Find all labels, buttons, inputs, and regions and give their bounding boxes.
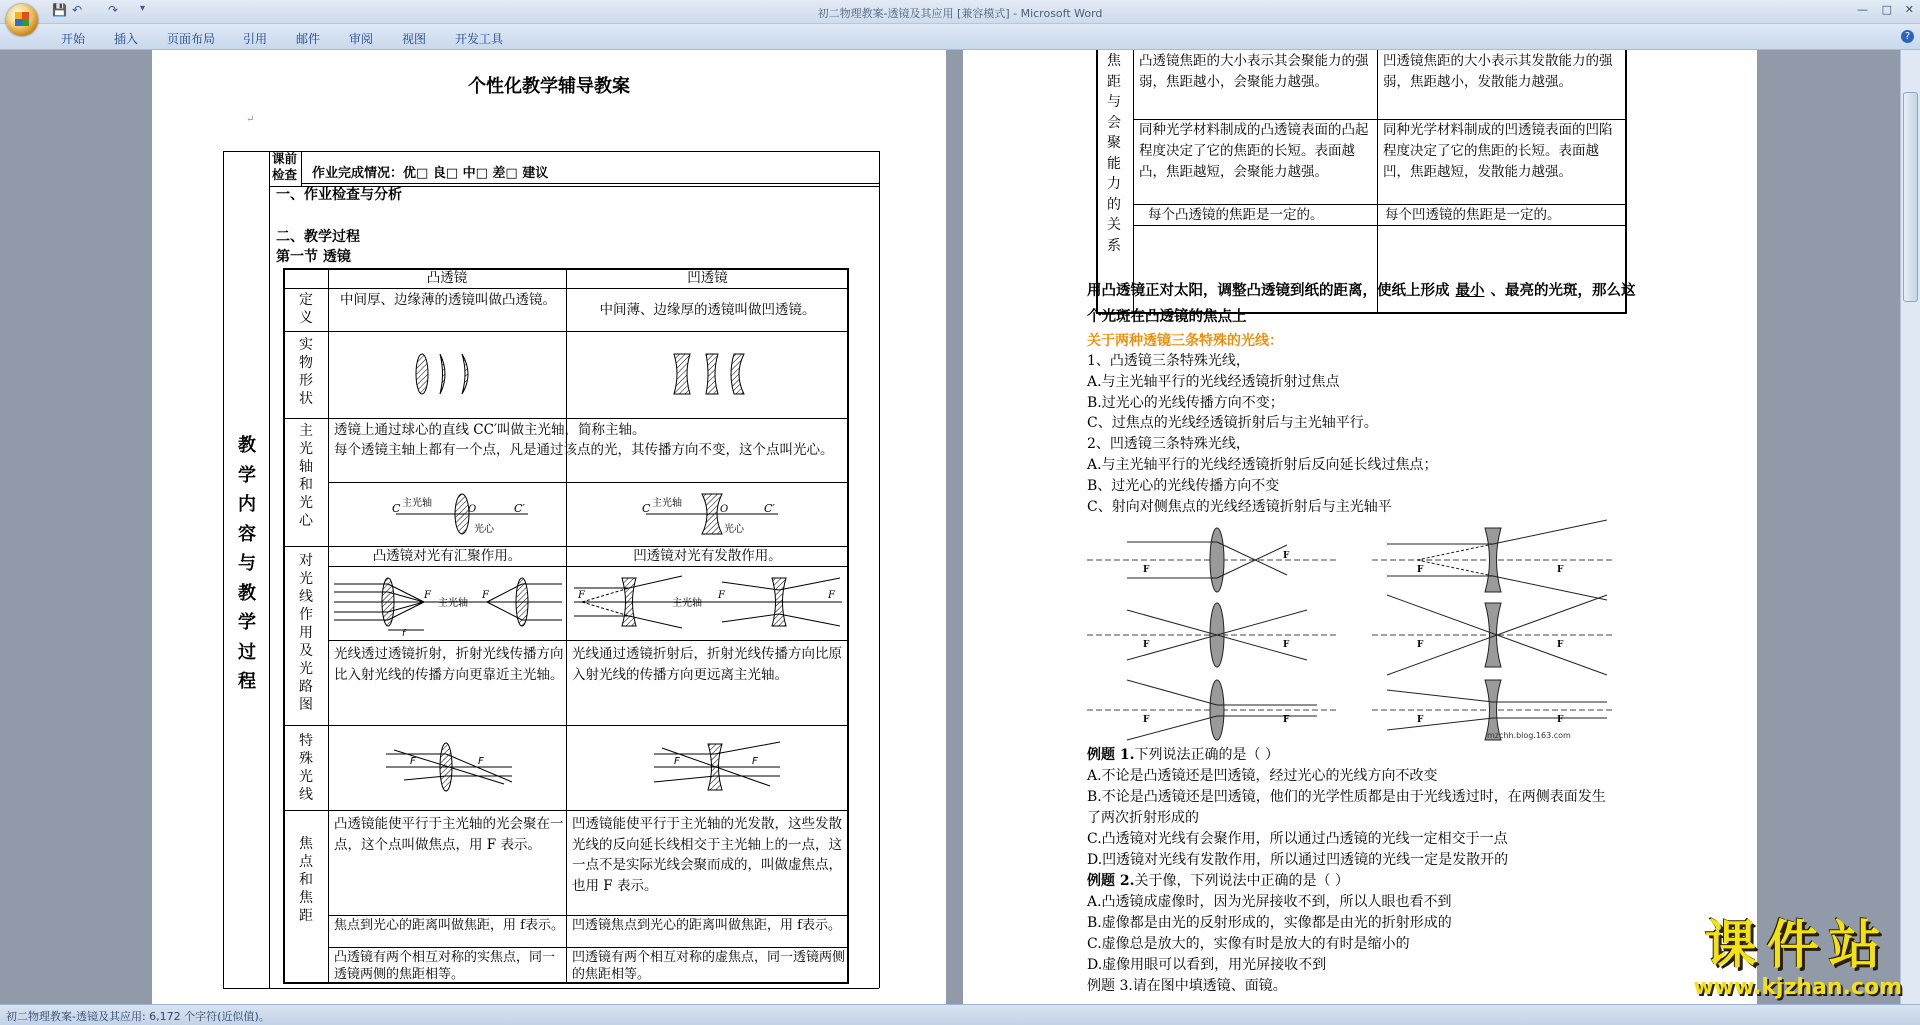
special-rays-list xyxy=(1087,351,1438,517)
sun-experiment-line-2: 个光斑在凸透镜的焦点上 xyxy=(1087,308,1247,325)
homework-status: 作业完成情况：优□ 良□ 中□ 差□ 建议 xyxy=(312,166,549,181)
check-label: 课前检查 xyxy=(272,151,298,182)
lens-row-line xyxy=(283,288,849,289)
axis-text-2: 每个透镜主轴上都有一个点，凡是通过该点的光，其传播方向不变，这个点叫光心。 xyxy=(334,442,834,458)
header-concave: 凹透镜 xyxy=(687,270,728,286)
special-ray-line: B.过光心的光线传播方向不变； xyxy=(1087,394,1284,411)
lens-row-line xyxy=(328,482,849,483)
watermark-url: www.kjzhan.com xyxy=(1693,975,1902,1000)
status-bar xyxy=(0,1004,1920,1025)
watermark-logo xyxy=(1693,917,1902,1000)
svg-text:O: O xyxy=(468,504,477,515)
relation-label-column xyxy=(1133,50,1134,314)
title-bar xyxy=(0,0,1920,24)
lens-row-line xyxy=(328,915,849,916)
maximize-button[interactable]: □ xyxy=(1881,3,1892,16)
concave-special-rays xyxy=(652,740,782,794)
example-1-option-b-cont: 了两次折射形成的 xyxy=(1087,810,1199,826)
special-ray-line: 2、凹透镜三条特殊光线， xyxy=(1087,436,1250,453)
svg-text:f: f xyxy=(402,629,406,639)
page-1[interactable] xyxy=(152,50,946,1004)
relation-2-convex: 同种光学材料制成的凸透镜表面的凸起程度决定了它的焦距的长短。表面越凸，焦距越短，会聚能力越强。 xyxy=(1139,122,1369,180)
svg-text:F: F xyxy=(752,756,758,767)
lens-row-line xyxy=(328,640,849,641)
section-lens: 第一节 透镜 xyxy=(276,249,351,265)
concave-axis-main-label: 主光轴 xyxy=(652,498,682,509)
lens-table-middle-column xyxy=(566,268,567,984)
focus-label-f: F xyxy=(1417,565,1424,575)
document-area[interactable] xyxy=(0,50,1900,1004)
svg-text:F: F xyxy=(478,756,484,767)
focus-concave: 凹透镜能使平行于主光轴的光发散，这些发散光线的反向延长线相交于主光轴上的一点，这一点不是实际光线会聚而成的，叫做虚焦点，也用 F 表示。 xyxy=(572,816,842,894)
tab-review[interactable]: 审阅 xyxy=(349,32,374,46)
concave-axis-figure xyxy=(642,490,782,540)
concave-ray-axis-label: 主光轴 xyxy=(672,598,702,609)
header-convex: 凸透镜 xyxy=(426,270,468,286)
concave-axis-center-label: 光心 xyxy=(724,524,744,535)
svg-text:F: F xyxy=(718,590,725,601)
focus-convex: 凸透镜能使平行于主光轴的光会聚在一点，这个点叫做焦点，用 F 表示。 xyxy=(334,816,564,853)
two-foci-concave: 凹透镜有两个相互对称的虚焦点，同一透镜两侧的焦距相等。 xyxy=(572,950,846,982)
example-1-option-c: C.凸透镜对光线有会聚作用，所以通过凸透镜的光线一定相交于一点 xyxy=(1087,831,1508,847)
example-1-option-b: B.不论是凸透镜还是凹透镜，他们的光学性质都是由于光线透过时，在两侧表面发生 xyxy=(1087,789,1606,805)
focus-label-f: F xyxy=(1283,640,1290,650)
action-concave: 凹透镜对光有发散作用。 xyxy=(633,548,782,564)
focus-label-f: F xyxy=(1557,715,1564,725)
save-icon[interactable]: 💾 xyxy=(52,3,67,17)
ribbon-tabs xyxy=(0,24,1920,50)
section-teaching-process: 二、教学过程 xyxy=(276,229,360,245)
sun-experiment-line-1: 用凸透镜正对太阳，调整凸透镜到纸的距离，使纸上形成 最小 、最亮的光斑，那么这 xyxy=(1087,282,1636,299)
tab-home[interactable]: 开始 xyxy=(61,32,86,46)
special-ray-line: B、过光心的光线传播方向不变 xyxy=(1087,477,1280,494)
relation-row-line xyxy=(1133,225,1627,226)
example-3: 例题 3.请在图中填透镜、面镜。 xyxy=(1087,978,1287,994)
tab-view[interactable]: 视图 xyxy=(402,32,427,46)
def-label: 定 义 xyxy=(299,292,313,326)
relation-1-convex: 凸透镜焦距的大小表示其会聚能力的强弱，焦距越小，会聚能力越强。 xyxy=(1139,53,1369,90)
two-foci-convex: 凸透镜有两个相互对称的实焦点，同一透镜两侧的焦距相等。 xyxy=(334,950,556,982)
relation-middle-column xyxy=(1377,50,1378,314)
focus-label-f: F xyxy=(1417,715,1424,725)
focal-length-concave: 凹透镜焦点到光心的距离叫做焦距，用 f表示。 xyxy=(572,918,841,933)
example-1-option-a: A.不论是凸透镜还是凹透镜，经过光心的光线方向不改变 xyxy=(1087,768,1438,784)
convex-special-rays xyxy=(384,740,514,794)
example-1: 例题 1.下列说法正确的是（ ） A.不论是凸透镜还是凹透镜，经过光心的光线方向不改变 B.不论是凸透镜还是凹透镜，他们的光学性质都是由于光线透过时，在两侧表面发生 了两次折射形成的 C.凸透镜对光线有会聚作用，所以通过凸透镜的光线一定相交于一点 D.凹透镜对光线有发散作用，所以通过凹透镜的光线一定是发散开的 例题 2.关于像，下列说法中正确的是（ ） A.凸透镜成虚像时，因为光屏接收不到，所以人眼也看不到 B.虚像都是由光的反射形成的，实像都是由光的折射形成的 C.虚像总是放大的，实像有时是放大的有时是缩小的 D.虚像用眼可以看到，用光屏接收不到 例题 3.请在图中填透镜、面镜。 xyxy=(1087,745,1606,997)
focus-label-f: F xyxy=(1143,715,1150,725)
shape-label: 实 物 形 状 xyxy=(299,337,313,407)
special-ray-line: A.与主光轴平行的光线经透镜折射过焦点 xyxy=(1087,373,1340,390)
convex-axis-center-label: 光心 xyxy=(474,524,494,535)
special-rays-heading: 关于两种透镜三条特殊的光线： xyxy=(1087,333,1283,349)
lens-row-line xyxy=(328,566,849,567)
svg-text:F: F xyxy=(482,590,489,601)
relation-1-concave: 凹透镜焦距的大小表示其发散能力的强弱，焦距越小，发散能力越强。 xyxy=(1383,53,1613,90)
svg-text:C: C xyxy=(642,502,651,515)
axis-text-1: 透镜上通过球心的直线 CC′叫做主光轴，简称主轴。 xyxy=(334,422,646,438)
svg-text:C′: C′ xyxy=(514,502,525,515)
special-ray-line: A.与主光轴平行的光线经透镜折射后反向延长线过焦点； xyxy=(1087,456,1438,473)
lens-row-line xyxy=(283,725,849,726)
minimize-button[interactable]: — xyxy=(1857,3,1868,16)
axis-label: 主 光 轴 和 光 心 xyxy=(299,423,313,529)
action-label: 对 光 线 作 用 及 光 路 图 xyxy=(299,553,313,713)
focus-label-f: F xyxy=(1143,565,1150,575)
convex-axis-main-label: 主光轴 xyxy=(402,498,432,509)
example-2-option-c: C.虚像总是放大的，实像有时是放大的有时是缩小的 xyxy=(1087,936,1410,952)
svg-text:O: O xyxy=(720,504,729,515)
relation-3-convex: 每个凸透镜的焦距是一定的。 xyxy=(1148,207,1324,223)
focus-label: 焦 点 和 焦 距 xyxy=(299,836,313,924)
focus-label-f: F xyxy=(1283,715,1290,725)
relation-2-concave: 同种光学材料制成的凹透镜表面的凹陷程度决定了它的焦距的长短。表面越凹，焦距越短，发散能力越强。 xyxy=(1383,122,1613,180)
paragraph-mark: ↵ xyxy=(246,114,255,125)
path-convex: 光线透过透镜折射，折射光线传播方向比入射光线的传播方向更靠近主光轴。 xyxy=(334,646,564,683)
lens-row-line xyxy=(328,947,849,948)
svg-text:F: F xyxy=(578,590,585,601)
figure-credit: mzchh.blog.163.com xyxy=(1487,731,1571,740)
path-concave: 光线通过透镜折射后，折射光线传播方向比原入射光线的传播方向更远离主光轴。 xyxy=(572,646,842,683)
section-homework-check: 一、作业检查与分析 xyxy=(276,187,402,203)
focus-label-f: F xyxy=(1557,565,1564,575)
special-ray-line: C、射向对侧焦点的光线经透镜折射后与主光轴平 xyxy=(1087,498,1392,515)
special-rays-figure xyxy=(1087,520,1617,740)
focal-length-convex: 焦点到光心的距离叫做焦距，用 f表示。 xyxy=(334,918,564,933)
tab-developer[interactable]: 开发工具 xyxy=(455,32,504,46)
tab-mailings[interactable]: 邮件 xyxy=(296,32,321,46)
svg-text:F: F xyxy=(674,756,680,767)
watermark-main: 课件站 xyxy=(1704,916,1891,976)
lens-row-line xyxy=(283,418,849,419)
help-icon[interactable]: ? xyxy=(1901,30,1914,43)
svg-text:C′: C′ xyxy=(764,502,775,515)
convex-ray-diagram xyxy=(332,572,564,638)
office-logo-icon xyxy=(15,12,29,26)
example-2-option-a: A.凸透镜成虚像时，因为光屏接收不到，所以人眼也看不到 xyxy=(1087,894,1452,910)
example-2-option-b: B.虚像都是由光的反射形成的，实像都是由光的折射形成的 xyxy=(1087,915,1452,931)
relation-3-concave: 每个凹透镜的焦距是一定的。 xyxy=(1385,207,1561,223)
lens-table-label-column xyxy=(328,268,329,984)
outer-bottom-border xyxy=(223,988,879,989)
focus-label-f: F xyxy=(1283,551,1290,561)
focus-label-f: F xyxy=(1143,640,1150,650)
action-convex: 凸透镜对光有汇聚作用。 xyxy=(372,548,522,564)
office-button[interactable] xyxy=(6,4,38,36)
def-convex: 中间厚、边缘薄的透镜叫做凸透镜。 xyxy=(340,292,556,308)
special-ray-line: 1、凸透镜三条特殊光线， xyxy=(1087,353,1250,369)
example-1-option-d: D.凹透镜对光线有发散作用，所以通过凹透镜的光线一定是发散开的 xyxy=(1087,852,1509,868)
svg-text:C: C xyxy=(392,502,401,515)
concave-lens-shapes xyxy=(672,350,752,398)
def-concave: 中间薄、边缘厚的透镜叫做凹透镜。 xyxy=(599,302,816,318)
side-label: 教 学 内 容 与 教 学 过 程 xyxy=(238,435,256,692)
side-column-border xyxy=(269,151,270,988)
undo-icon[interactable]: ↶ xyxy=(72,3,83,17)
svg-text:F: F xyxy=(424,590,431,601)
vertical-scrollbar[interactable] xyxy=(1900,50,1920,1004)
tab-insert[interactable]: 插入 xyxy=(114,32,139,46)
outer-top-border xyxy=(223,151,879,152)
page-2[interactable] xyxy=(963,50,1757,1004)
convex-axis-figure xyxy=(392,490,532,540)
tab-references[interactable]: 引用 xyxy=(243,32,268,46)
relation-label: 焦 距 与 会 聚 能 力 的 关 系 xyxy=(1107,53,1121,254)
lens-row-line xyxy=(283,810,849,811)
scrollbar-thumb[interactable] xyxy=(1903,92,1918,302)
svg-text:F: F xyxy=(410,756,416,767)
page-title: 个性化教学辅导教案 xyxy=(468,76,630,97)
tab-page-layout[interactable]: 页面布局 xyxy=(167,32,216,46)
special-label: 特 殊 光 线 xyxy=(299,733,313,803)
outer-left-border xyxy=(223,151,224,988)
convex-lens-shapes xyxy=(412,350,482,398)
svg-text:F: F xyxy=(828,590,835,601)
concave-ray-diagram xyxy=(572,572,844,638)
convex-ray-axis-label: 主光轴 xyxy=(438,598,468,609)
focus-label-f: F xyxy=(1557,640,1564,650)
close-button[interactable]: ✕ xyxy=(1904,3,1914,16)
focus-label-f: F xyxy=(1417,640,1424,650)
window-title: 初二物理教案-透镜及其应用 [兼容模式] - Microsoft Word xyxy=(817,7,1103,20)
example-2-option-d: D.虚像用眼可以看到，用光屏接收不到 xyxy=(1087,957,1327,973)
special-ray-line: C、过焦点的光线经透镜折射后与主光轴平行。 xyxy=(1087,415,1378,432)
lens-row-line xyxy=(283,331,849,332)
status-text: 初二物理教案-透镜及其应用: 6,172 个字符(近似值)。 xyxy=(6,1010,270,1023)
quick-access-menu[interactable]: ▾ xyxy=(140,3,146,14)
outer-right-border xyxy=(879,151,880,988)
redo-icon[interactable]: ↷ xyxy=(108,3,119,17)
